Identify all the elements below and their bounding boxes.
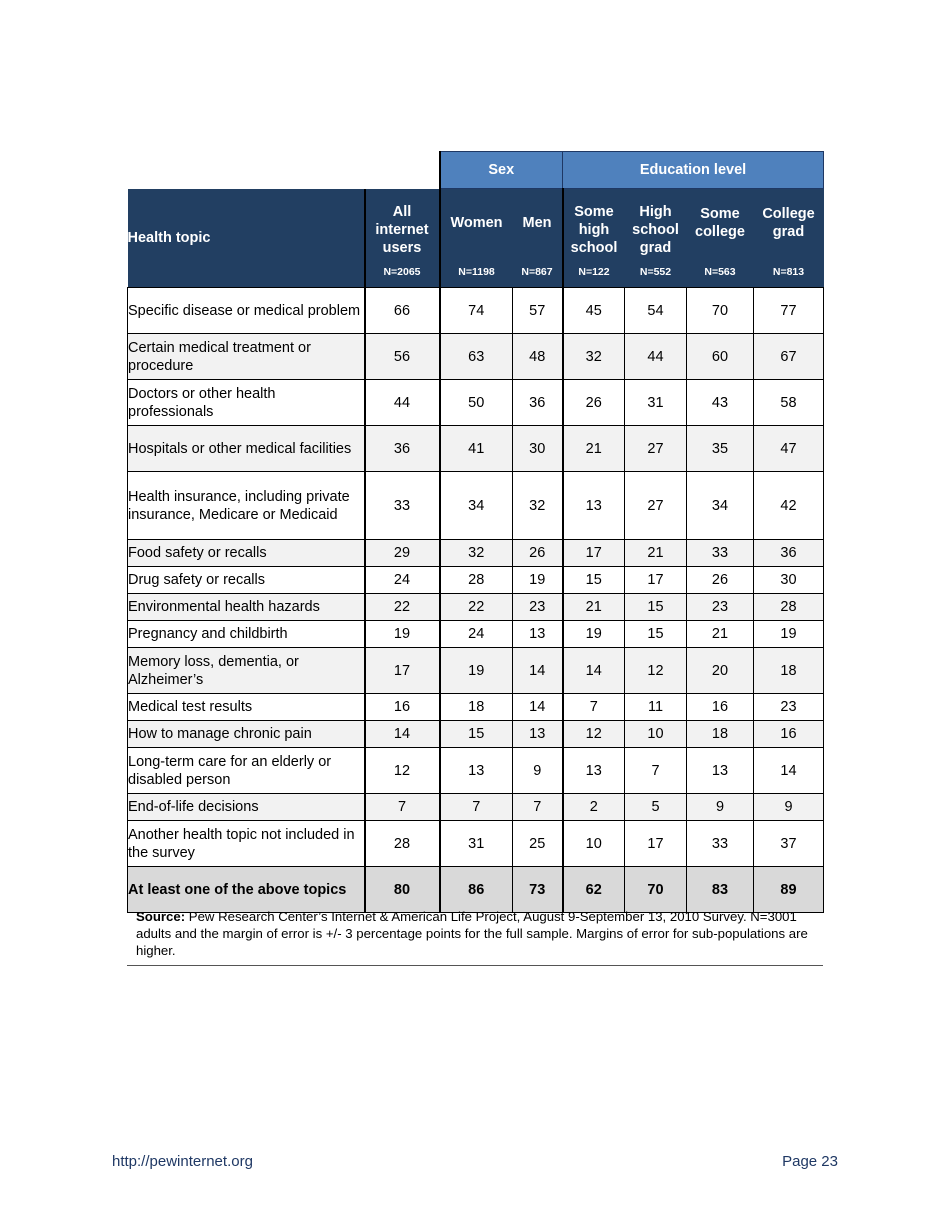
cell-value: 13: [513, 721, 563, 748]
cell-value: 2: [563, 794, 625, 821]
cell-value: 74: [440, 288, 513, 334]
table-body: [128, 288, 824, 913]
source-note: [127, 905, 823, 966]
cell-value: 28: [754, 594, 824, 621]
row-topic: At least one of the above topics: [128, 867, 365, 913]
cell-value: 10: [563, 821, 625, 867]
cell-value: 9: [513, 748, 563, 794]
cell-value: 35: [687, 426, 754, 472]
cell-value: 47: [754, 426, 824, 472]
source-text: Pew Research Center’s Internet & American Life Project, August 9-September 13, 2010 Survey. N=3001 adults and the margin of error is +/- 3 percentage points for the full sample. Margins of error for sub-populations are higher.: [136, 909, 808, 958]
row-topic: Medical test results: [128, 694, 365, 721]
table-row: [128, 567, 824, 594]
cell-value: 15: [625, 594, 687, 621]
column-header-all-users: All internet users: [365, 189, 440, 258]
n-some-college: N=563: [687, 257, 754, 288]
cell-value: 34: [440, 472, 513, 540]
cell-value: 21: [563, 594, 625, 621]
cell-value: 33: [687, 540, 754, 567]
cell-value: 80: [365, 867, 440, 913]
cell-value: 9: [687, 794, 754, 821]
cell-value: 73: [513, 867, 563, 913]
cell-value: 21: [687, 621, 754, 648]
column-header-some-college: Some college: [687, 189, 754, 258]
cell-value: 22: [365, 594, 440, 621]
cell-value: 63: [440, 334, 513, 380]
column-header-men: Men: [513, 189, 563, 258]
cell-value: 13: [513, 621, 563, 648]
footer-url[interactable]: http://pewinternet.org: [112, 1153, 253, 1170]
cell-value: 23: [754, 694, 824, 721]
n-high-school-grad: N=552: [625, 257, 687, 288]
cell-value: 17: [563, 540, 625, 567]
cell-value: 21: [625, 540, 687, 567]
column-header-college-grad: College grad: [754, 189, 824, 258]
column-header-some-high-school: Some high school: [563, 189, 625, 258]
n-some-high-school: N=122: [563, 257, 625, 288]
cell-value: 70: [687, 288, 754, 334]
n-college-grad: N=813: [754, 257, 824, 288]
cell-value: 15: [625, 621, 687, 648]
cell-value: 21: [563, 426, 625, 472]
cell-value: 14: [754, 748, 824, 794]
cell-value: 17: [365, 648, 440, 694]
row-topic: Drug safety or recalls: [128, 567, 365, 594]
row-topic: Certain medical treatment or procedure: [128, 334, 365, 380]
cell-value: 7: [440, 794, 513, 821]
cell-value: 11: [625, 694, 687, 721]
column-header-women: Women: [440, 189, 513, 258]
cell-value: 30: [513, 426, 563, 472]
table-row: [128, 721, 824, 748]
row-topic: Long-term care for an elderly or disabled person: [128, 748, 365, 794]
cell-value: 17: [625, 821, 687, 867]
cell-value: 18: [687, 721, 754, 748]
cell-value: 77: [754, 288, 824, 334]
cell-value: 26: [687, 567, 754, 594]
table-row: [128, 794, 824, 821]
cell-value: 27: [625, 472, 687, 540]
cell-value: 58: [754, 380, 824, 426]
table-row: [128, 821, 824, 867]
cell-value: 30: [754, 567, 824, 594]
cell-value: 37: [754, 821, 824, 867]
cell-value: 29: [365, 540, 440, 567]
cell-value: 26: [563, 380, 625, 426]
cell-value: 31: [625, 380, 687, 426]
cell-value: 14: [513, 694, 563, 721]
row-topic: End-of-life decisions: [128, 794, 365, 821]
group-header-sex: Sex: [440, 152, 563, 189]
cell-value: 32: [440, 540, 513, 567]
cell-value: 16: [754, 721, 824, 748]
cell-value: 41: [440, 426, 513, 472]
table-row: [128, 748, 824, 794]
cell-value: 14: [563, 648, 625, 694]
row-topic: Another health topic not included in the survey: [128, 821, 365, 867]
table-row: [128, 288, 824, 334]
table-row: [128, 380, 824, 426]
row-topic: Doctors or other health professionals: [128, 380, 365, 426]
cell-value: 18: [754, 648, 824, 694]
cell-value: 44: [625, 334, 687, 380]
row-topic: Pregnancy and childbirth: [128, 621, 365, 648]
n-women: N=1198: [440, 257, 513, 288]
table-row: [128, 334, 824, 380]
cell-value: 13: [563, 748, 625, 794]
cell-value: 10: [625, 721, 687, 748]
cell-value: 48: [513, 334, 563, 380]
cell-value: 12: [365, 748, 440, 794]
cell-value: 67: [754, 334, 824, 380]
cell-value: 44: [365, 380, 440, 426]
cell-value: 19: [365, 621, 440, 648]
cell-value: 43: [687, 380, 754, 426]
row-topic: Health insurance, including private insurance, Medicare or Medicaid: [128, 472, 365, 540]
cell-value: 33: [365, 472, 440, 540]
cell-value: 9: [754, 794, 824, 821]
cell-value: 28: [440, 567, 513, 594]
cell-value: 7: [365, 794, 440, 821]
cell-value: 18: [440, 694, 513, 721]
cell-value: 56: [365, 334, 440, 380]
cell-value: 45: [563, 288, 625, 334]
n-all-users: N=2065: [365, 257, 440, 288]
cell-value: 23: [513, 594, 563, 621]
cell-value: 36: [513, 380, 563, 426]
table-row: [128, 621, 824, 648]
cell-value: 33: [687, 821, 754, 867]
cell-value: 24: [365, 567, 440, 594]
cell-value: 7: [563, 694, 625, 721]
table-row: [128, 540, 824, 567]
cell-value: 17: [625, 567, 687, 594]
cell-value: 12: [625, 648, 687, 694]
cell-value: 7: [513, 794, 563, 821]
cell-value: 15: [563, 567, 625, 594]
cell-value: 5: [625, 794, 687, 821]
cell-value: 20: [687, 648, 754, 694]
cell-value: 14: [365, 721, 440, 748]
cell-value: 16: [365, 694, 440, 721]
cell-value: 24: [440, 621, 513, 648]
cell-value: 27: [625, 426, 687, 472]
table-row: [128, 694, 824, 721]
cell-value: 13: [687, 748, 754, 794]
cell-value: 50: [440, 380, 513, 426]
row-topic: How to manage chronic pain: [128, 721, 365, 748]
cell-value: 28: [365, 821, 440, 867]
cell-value: 19: [563, 621, 625, 648]
cell-value: 70: [625, 867, 687, 913]
cell-value: 22: [440, 594, 513, 621]
n-men: N=867: [513, 257, 563, 288]
table-row: [128, 594, 824, 621]
column-header-topic: Health topic: [128, 189, 365, 288]
cell-value: 54: [625, 288, 687, 334]
row-topic: Food safety or recalls: [128, 540, 365, 567]
cell-value: 32: [563, 334, 625, 380]
group-header-education: Education level: [563, 152, 824, 189]
row-topic: Hospitals or other medical facilities: [128, 426, 365, 472]
health-topics-table: [127, 151, 824, 913]
cell-value: 36: [754, 540, 824, 567]
cell-value: 62: [563, 867, 625, 913]
cell-value: 26: [513, 540, 563, 567]
cell-value: 83: [687, 867, 754, 913]
cell-value: 25: [513, 821, 563, 867]
cell-value: 89: [754, 867, 824, 913]
cell-value: 19: [754, 621, 824, 648]
cell-value: 57: [513, 288, 563, 334]
cell-value: 66: [365, 288, 440, 334]
cell-value: 7: [625, 748, 687, 794]
page-number: Page 23: [782, 1153, 838, 1170]
cell-value: 15: [440, 721, 513, 748]
cell-value: 60: [687, 334, 754, 380]
column-header-high-school-grad: High school grad: [625, 189, 687, 258]
table-row: [128, 426, 824, 472]
cell-value: 19: [440, 648, 513, 694]
cell-value: 42: [754, 472, 824, 540]
cell-value: 14: [513, 648, 563, 694]
cell-value: 19: [513, 567, 563, 594]
cell-value: 16: [687, 694, 754, 721]
cell-value: 31: [440, 821, 513, 867]
cell-value: 34: [687, 472, 754, 540]
cell-value: 12: [563, 721, 625, 748]
row-topic: Specific disease or medical problem: [128, 288, 365, 334]
table-row: [128, 648, 824, 694]
cell-value: 13: [563, 472, 625, 540]
cell-value: 23: [687, 594, 754, 621]
row-topic: Memory loss, dementia, or Alzheimer’s: [128, 648, 365, 694]
cell-value: 32: [513, 472, 563, 540]
cell-value: 36: [365, 426, 440, 472]
cell-value: 86: [440, 867, 513, 913]
row-topic: Environmental health hazards: [128, 594, 365, 621]
cell-value: 13: [440, 748, 513, 794]
table-row: [128, 472, 824, 540]
source-label: Source:: [136, 909, 186, 924]
